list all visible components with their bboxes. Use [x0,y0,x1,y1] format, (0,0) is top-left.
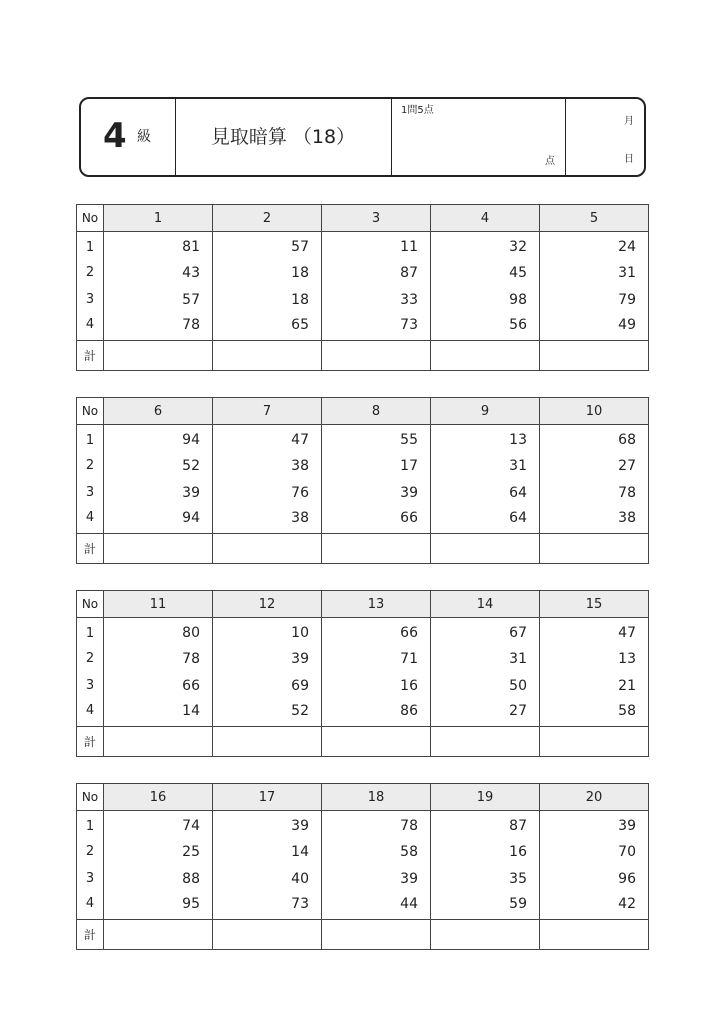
answer-cell[interactable] [104,920,213,950]
problem-number: 3 [322,205,431,232]
problem-number: 4 [431,205,540,232]
number-cell: 39 [104,479,213,506]
problem-number: 15 [540,591,649,618]
worksheet-header [79,97,646,177]
grade-box [81,99,175,175]
row-number: 3 [77,286,104,313]
number-cell: 78 [104,645,213,672]
problem-table [76,397,649,564]
answer-cell[interactable] [540,727,649,757]
row-number: 2 [77,259,104,286]
grade-number: 4 [103,116,127,156]
answer-cell[interactable] [322,727,431,757]
table-row [77,259,649,286]
number-cell: 38 [213,506,322,534]
row-number: 3 [77,672,104,699]
table-row [77,865,649,892]
no-header: No [77,784,104,811]
number-cell: 56 [431,313,540,341]
table-row [77,645,649,672]
row-number: 4 [77,699,104,727]
row-number: 3 [77,865,104,892]
number-cell: 59 [431,892,540,920]
row-number: 3 [77,479,104,506]
row-number: 4 [77,313,104,341]
table-row [77,452,649,479]
number-cell: 55 [322,425,431,453]
number-cell: 14 [213,838,322,865]
problem-number: 11 [104,591,213,618]
answer-cell[interactable] [540,920,649,950]
number-cell: 25 [104,838,213,865]
number-cell: 78 [540,479,649,506]
table-header-row [77,591,649,618]
number-cell: 64 [431,506,540,534]
table-row [77,425,649,453]
number-cell: 16 [322,672,431,699]
number-cell: 66 [322,618,431,646]
number-cell: 43 [104,259,213,286]
number-cell: 39 [540,811,649,839]
worksheet-title: 見取暗算 （18） [210,126,356,148]
number-cell: 88 [104,865,213,892]
problem-table [76,204,649,371]
problem-number: 12 [213,591,322,618]
table-row [77,479,649,506]
number-cell: 58 [322,838,431,865]
number-cell: 16 [431,838,540,865]
number-cell: 70 [540,838,649,865]
answer-cell[interactable] [213,727,322,757]
number-cell: 31 [540,259,649,286]
answer-cell[interactable] [213,341,322,371]
number-cell: 18 [213,259,322,286]
number-cell: 13 [431,425,540,453]
row-number: 1 [77,425,104,453]
number-cell: 40 [213,865,322,892]
number-cell: 65 [213,313,322,341]
grade-label: 級 [137,129,151,145]
number-cell: 66 [322,506,431,534]
table-row [77,286,649,313]
problem-table [76,783,649,950]
number-cell: 87 [322,259,431,286]
number-cell: 38 [213,452,322,479]
row-number: 1 [77,232,104,260]
problem-number: 18 [322,784,431,811]
problem-number: 10 [540,398,649,425]
row-number: 2 [77,838,104,865]
row-number: 4 [77,892,104,920]
number-cell: 52 [213,699,322,727]
number-cell: 49 [540,313,649,341]
number-cell: 57 [213,232,322,260]
problem-number: 17 [213,784,322,811]
row-number: 1 [77,618,104,646]
row-number: 4 [77,506,104,534]
table-header-row [77,784,649,811]
sum-label: 計 [77,534,104,564]
number-cell: 78 [104,313,213,341]
sum-row [77,341,649,371]
answer-cell[interactable] [104,341,213,371]
number-cell: 18 [213,286,322,313]
table-row [77,232,649,260]
number-cell: 10 [213,618,322,646]
sum-row [77,920,649,950]
answer-cell[interactable] [322,341,431,371]
score-box [391,99,565,175]
answer-cell[interactable] [104,727,213,757]
number-cell: 79 [540,286,649,313]
answer-cell[interactable] [540,341,649,371]
number-cell: 45 [431,259,540,286]
sum-label: 計 [77,920,104,950]
sum-label: 計 [77,727,104,757]
answer-cell[interactable] [431,534,540,564]
month-label: 月 [624,116,634,127]
row-number: 1 [77,811,104,839]
number-cell: 67 [431,618,540,646]
table-row [77,699,649,727]
number-cell: 39 [213,645,322,672]
number-cell: 50 [431,672,540,699]
number-cell: 13 [540,645,649,672]
number-cell: 95 [104,892,213,920]
number-cell: 87 [431,811,540,839]
number-cell: 33 [322,286,431,313]
problem-number: 6 [104,398,213,425]
sum-row [77,727,649,757]
no-header: No [77,591,104,618]
number-cell: 14 [104,699,213,727]
number-cell: 98 [431,286,540,313]
table-row [77,618,649,646]
problem-number: 8 [322,398,431,425]
number-cell: 52 [104,452,213,479]
number-cell: 73 [322,313,431,341]
problem-number: 13 [322,591,431,618]
problem-number: 19 [431,784,540,811]
table-row [77,892,649,920]
number-cell: 21 [540,672,649,699]
answer-cell[interactable] [431,920,540,950]
number-cell: 80 [104,618,213,646]
answer-cell[interactable] [322,534,431,564]
number-cell: 31 [431,645,540,672]
number-cell: 96 [540,865,649,892]
problem-number: 14 [431,591,540,618]
sum-row [77,534,649,564]
table-header-row [77,398,649,425]
number-cell: 39 [322,479,431,506]
number-cell: 39 [322,865,431,892]
number-cell: 39 [213,811,322,839]
number-cell: 64 [431,479,540,506]
number-cell: 66 [104,672,213,699]
answer-cell[interactable] [431,341,540,371]
problem-number: 16 [104,784,213,811]
date-box [565,99,644,175]
number-cell: 47 [213,425,322,453]
day-label: 日 [624,154,634,165]
number-cell: 11 [322,232,431,260]
table-row [77,506,649,534]
problem-number: 1 [104,205,213,232]
table-row [77,811,649,839]
points-unit: 点 [545,156,555,167]
number-cell: 35 [431,865,540,892]
number-cell: 94 [104,506,213,534]
answer-cell[interactable] [431,727,540,757]
answer-cell[interactable] [213,534,322,564]
no-header: No [77,205,104,232]
problem-number: 9 [431,398,540,425]
number-cell: 44 [322,892,431,920]
title-box [175,99,391,175]
number-cell: 27 [540,452,649,479]
number-cell: 76 [213,479,322,506]
number-cell: 71 [322,645,431,672]
number-cell: 32 [431,232,540,260]
number-cell: 38 [540,506,649,534]
table-row [77,672,649,699]
table-row [77,838,649,865]
problem-table [76,590,649,757]
number-cell: 86 [322,699,431,727]
number-cell: 47 [540,618,649,646]
row-number: 2 [77,645,104,672]
number-cell: 78 [322,811,431,839]
number-cell: 27 [431,699,540,727]
problem-number: 5 [540,205,649,232]
problem-number: 7 [213,398,322,425]
number-cell: 69 [213,672,322,699]
number-cell: 42 [540,892,649,920]
problem-number: 20 [540,784,649,811]
number-cell: 68 [540,425,649,453]
number-cell: 31 [431,452,540,479]
answer-cell[interactable] [104,534,213,564]
points-per-question: 1問5点 [401,105,434,116]
number-cell: 24 [540,232,649,260]
number-cell: 17 [322,452,431,479]
answer-cell[interactable] [322,920,431,950]
sum-label: 計 [77,341,104,371]
answer-cell[interactable] [540,534,649,564]
answer-cell[interactable] [213,920,322,950]
table-row [77,313,649,341]
number-cell: 81 [104,232,213,260]
number-cell: 57 [104,286,213,313]
no-header: No [77,398,104,425]
number-cell: 73 [213,892,322,920]
number-cell: 74 [104,811,213,839]
table-header-row [77,205,649,232]
problem-number: 2 [213,205,322,232]
number-cell: 94 [104,425,213,453]
number-cell: 58 [540,699,649,727]
row-number: 2 [77,452,104,479]
